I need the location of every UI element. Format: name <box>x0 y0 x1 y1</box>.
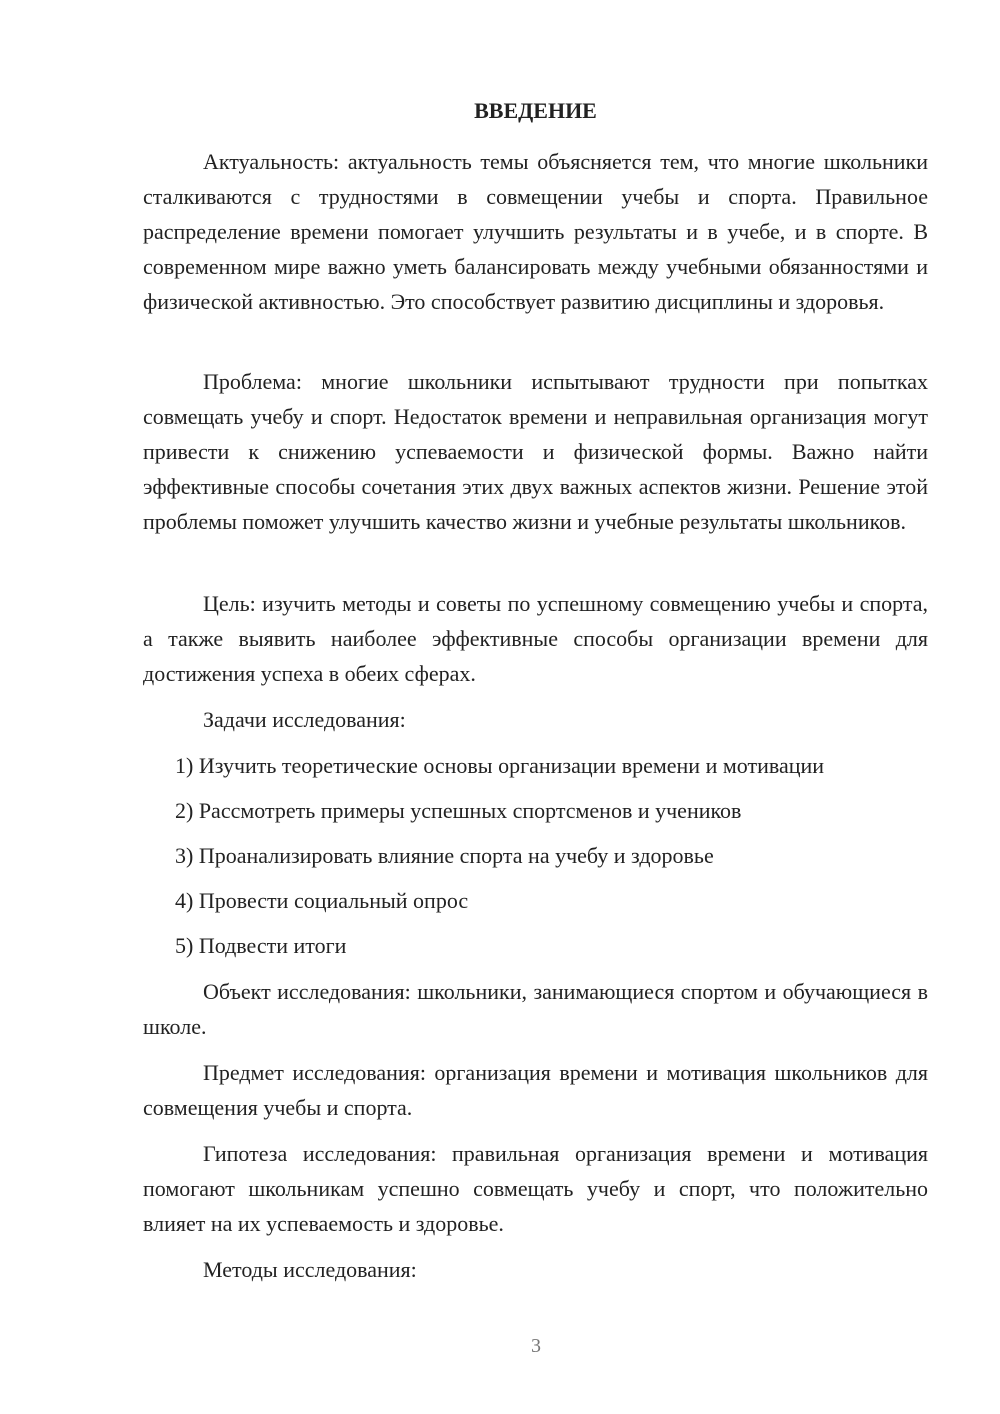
section-heading: ВВЕДЕНИЕ <box>474 98 597 123</box>
goal-paragraph: Цель: изучить методы и советы по успешному совмещению учебы и спорта, а также выявить наиболее эффективные способы организации времени для достижения успеха в обеих сферах. <box>143 591 928 686</box>
relevance-paragraph: Актуальность: актуальность темы объясняется тем, что многие школьники сталкиваются с трудностями в совмещении учебы и спорта. Правильное распределение времени помогает улучшить результаты и в учебе, и в спорте. В современном мире важно уметь балансировать между учебными обязанностями и физической активностью. Это способствует развитию дисциплины и здоровья. <box>143 149 928 314</box>
task-item: 5) Подвести итоги <box>175 933 347 958</box>
problem-paragraph: Проблема: многие школьники испытывают трудности при попытках совмещать учебу и спорт. Недостаток времени и неправильная организация могут привести к снижению успеваемости и физической формы. Важно найти эффективные способы сочетания этих двух важных аспектов жизни. Решение этой проблемы поможет улучшить качество жизни и учебные результаты школьников. <box>143 369 928 534</box>
page-number: 3 <box>531 1335 541 1357</box>
task-item: 1) Изучить теоретические основы организации времени и мотивации <box>175 753 825 778</box>
task-item: 3) Проанализировать влияние спорта на учебу и здоровье <box>175 843 714 868</box>
tasks-label: Задачи исследования: <box>203 707 406 732</box>
methods-label: Методы исследования: <box>203 1257 417 1282</box>
task-item: 2) Рассмотреть примеры успешных спортсменов и учеников <box>175 798 742 823</box>
subject-paragraph: Предмет исследования: организация времени и мотивация школьников для совмещения учебы и спорта. <box>143 1060 928 1120</box>
object-paragraph: Объект исследования: школьники, занимающиеся спортом и обучающиеся в школе. <box>143 979 928 1039</box>
task-item: 4) Провести социальный опрос <box>175 888 469 913</box>
hypothesis-paragraph: Гипотеза исследования: правильная организация времени и мотивация помогают школьникам успешно совмещать учебу и спорт, что положительно влияет на их успеваемость и здоровье. <box>143 1141 928 1236</box>
